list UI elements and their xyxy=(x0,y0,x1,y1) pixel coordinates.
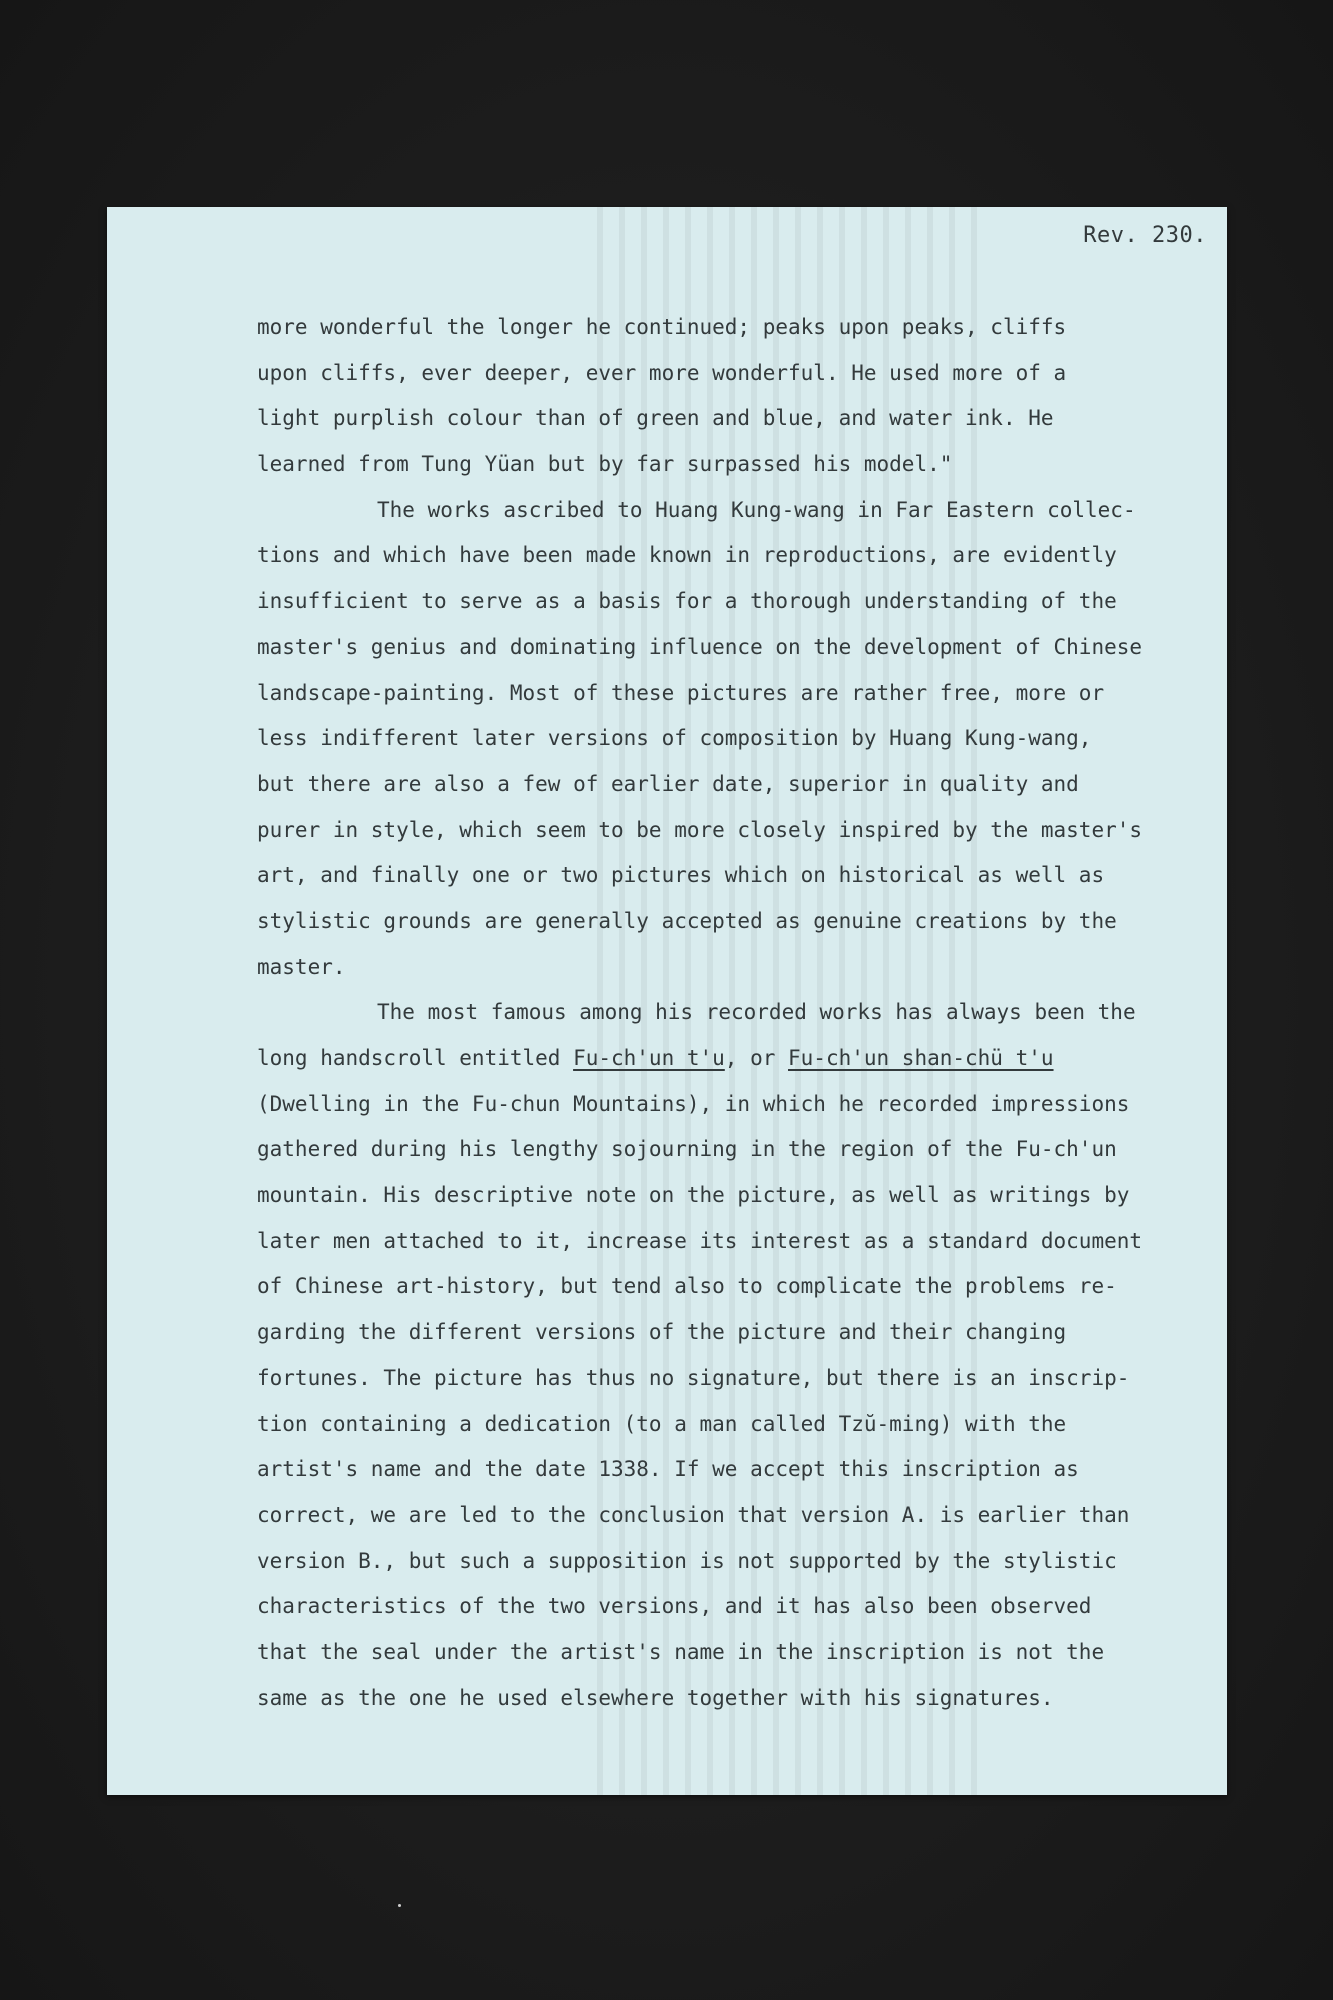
text-line: same as the one he used elsewhere together with his signatures. xyxy=(257,1685,1054,1710)
paragraph-2 xyxy=(257,488,1217,991)
text-line: tions and which have been made known in reproductions, are evidently xyxy=(257,543,1117,568)
page-number: Rev. 230. xyxy=(1083,223,1207,248)
text-line: artist's name and the date 1338. If we accept this inscription as xyxy=(257,1457,1079,1482)
text-segment: long handscroll entitled xyxy=(257,1046,574,1070)
paragraph-3 xyxy=(257,990,1217,1721)
text-line: upon cliffs, ever deeper, ever more wonderful. He used more of a xyxy=(257,360,1067,385)
text-line: more wonderful the longer he continued; peaks upon peaks, cliffs xyxy=(257,315,1067,339)
text-line: The most famous among his recorded works has always been the xyxy=(377,1000,1136,1025)
text-line: version B., but such a supposition is not supported by the stylistic xyxy=(257,1548,1117,1573)
text-segment: , or xyxy=(724,1046,789,1070)
text-line: later men attached to it, increase its interest as a standard document xyxy=(257,1228,1143,1253)
underlined-title: Fu-ch'un shan-chü t'u xyxy=(788,1046,1054,1070)
text-line: (Dwelling in the Fu-chun Mountains), in which he recorded impressions xyxy=(257,1091,1130,1116)
dust-speck xyxy=(398,1904,401,1907)
text-line: mountain. His descriptive note on the picture, as well as writings by xyxy=(257,1183,1130,1208)
text-line: light purplish colour than of green and blue, and water ink. He xyxy=(257,406,1054,431)
text-line: but there are also a few of earlier date, superior in quality and xyxy=(257,771,1079,796)
text-line: art, and finally one or two pictures which on historical as well as xyxy=(257,863,1105,888)
text-line: garding the different versions of the picture and their changing xyxy=(257,1320,1067,1345)
text-line: learned from Tung Yüan but by far surpassed his model." xyxy=(257,452,953,477)
paragraph-1 xyxy=(257,305,1217,488)
document-page xyxy=(107,207,1227,1795)
text-line: gathered during his lengthy sojourning in the region of the Fu-ch'un xyxy=(257,1137,1117,1162)
underlined-title: Fu-ch'un t'u xyxy=(573,1046,725,1070)
text-line: master. xyxy=(257,954,346,979)
text-line-with-titles xyxy=(257,1036,1217,1082)
text-line: stylistic grounds are generally accepted as genuine creations by the xyxy=(257,908,1117,933)
text-line: characteristics of the two versions, and it has also been observed xyxy=(257,1594,1092,1619)
text-line: master's genius and dominating influence on the development of Chinese xyxy=(257,634,1143,659)
text-line: fortunes. The picture has thus no signature, but there is an inscrip- xyxy=(257,1365,1130,1390)
text-line: of Chinese art-history, but tend also to complicate the problems re- xyxy=(257,1274,1117,1299)
text-line: correct, we are led to the conclusion that version A. is earlier than xyxy=(257,1502,1130,1527)
text-line: purer in style, which seem to be more closely inspired by the master's xyxy=(257,817,1143,842)
body-text xyxy=(257,305,1217,1721)
text-line: landscape-painting. Most of these pictures are rather free, more or xyxy=(257,680,1105,705)
text-line: that the seal under the artist's name in the inscription is not the xyxy=(257,1639,1105,1664)
text-line: insufficient to serve as a basis for a thorough understanding of the xyxy=(257,589,1117,614)
text-line: The works ascribed to Huang Kung-wang in Far Eastern collec- xyxy=(377,497,1136,522)
text-line: less indifferent later versions of composition by Huang Kung-wang, xyxy=(257,726,1092,751)
text-line: tion containing a dedication (to a man called Tzŭ-ming) with the xyxy=(257,1411,1067,1436)
